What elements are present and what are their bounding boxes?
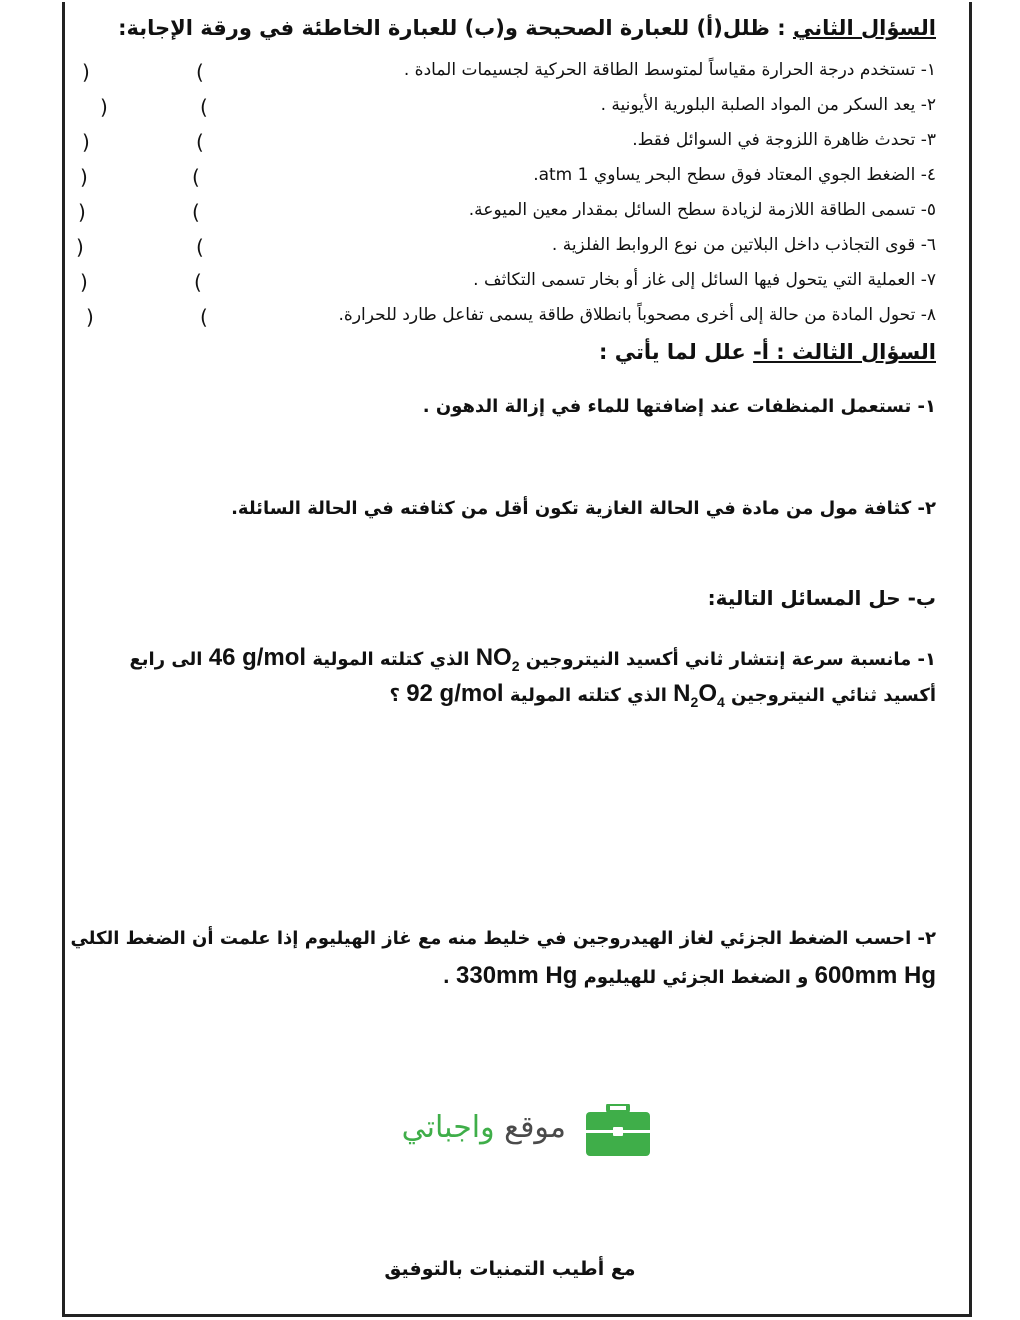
logo-word-1: موقع [504,1110,566,1145]
q3-title: السؤال الثالث : أ- [753,340,936,364]
formula-n2o4-sub-2: 2 [690,693,699,710]
problem-1-text-c: الى رابع [129,649,209,670]
q3-heading [80,340,936,364]
logo-word-2: واجباتي [401,1110,495,1145]
answer-paren-close: ) [76,235,84,259]
answer-paren-open: ( [200,95,208,119]
answer-paren-open: ( [196,235,204,259]
problem-1-text-e: الذي كتلته المولية [503,685,674,706]
formula-no2 [475,644,520,674]
formula-n2o4 [673,680,725,710]
problem-2-line-1: ٢- احسب الضغط الجزئي لغاز الهيدروجين في خليط منه مع غاز الهيليوم إذا علمت أن الضغط الكلي [70,928,936,949]
q2-item-3: ٣- تحدث ظاهرة اللزوجة في السوائل فقط. [632,130,936,150]
q2-heading [80,16,936,40]
helium-pressure: 330mm Hg [456,962,578,989]
molar-mass-2: 92 g/mol [406,680,504,707]
problem-1-text-f: ؟ [389,685,407,706]
q2-item-8: ٨- تحول المادة من حالة إلى أخرى مصحوباً بانطلاق طاقة يسمى تفاعل طارد للحرارة. [338,305,936,325]
site-logo [378,1100,650,1162]
answer-paren-close: ) [80,165,88,189]
answer-paren-close: ) [80,270,88,294]
briefcase-icon [586,1104,650,1156]
answer-paren-open: ( [192,165,200,189]
q3-reason-1: ١- تستعمل المنظفات عند إضافتها للماء في إزالة الدهون . [422,396,936,417]
problem-1-line-2 [80,680,936,710]
q2-item-2: ٢- يعد السكر من المواد الصلبة البلورية الأيونية . [600,95,936,115]
q3-reason-2: ٢- كثافة مول من مادة في الحالة الغازية تكون أقل من كثافته في الحالة السائلة. [231,498,936,519]
closing-wishes: مع أطيب التمنيات بالتوفيق [384,1258,636,1280]
problem-1-text-a: ١- مانسبة سرعة إنتشار ثاني أكسيد النيتروجين [525,649,936,670]
answer-paren-close: ) [86,305,94,329]
problem-1-text-d: أكسيد ثنائي النيتروجين [724,685,936,706]
formula-no2-base: NO [475,644,512,671]
answer-paren-close: ) [78,200,86,224]
q3-instruction: علل لما يأتي : [598,340,754,364]
answer-paren-open: ( [200,305,208,329]
q2-item-6: ٦- قوى التجاذب داخل البلاتين من نوع الروابط الفلزية . [551,235,936,255]
problem-2-text-end: . [442,967,457,988]
formula-n2o4-sub-4: 4 [716,693,725,710]
problem-1-line-1 [80,644,936,674]
q2-item-7: ٧- العملية التي يتحول فيها السائل إلى غاز أو بخار تسمى التكاثف . [473,270,936,290]
formula-n2o4-n: N [673,680,691,707]
q2-instruction: : ظلل(أ) للعبارة الصحيحة و(ب) للعبارة الخاطئة في ورقة الإجابة: [118,16,793,40]
problem-1-text-b: الذي كتلته المولية [306,649,476,670]
answer-paren-open: ( [192,200,200,224]
formula-no2-sub: 2 [511,657,520,674]
q2-item-1: ١- تستخدم درجة الحرارة مقياساً لمتوسط الطاقة الحركية لجسيمات المادة . [403,60,936,80]
answer-paren-open: ( [196,130,204,154]
formula-n2o4-o: O [698,680,717,707]
problem-2-line-2 [80,962,936,990]
answer-paren-close: ) [82,130,90,154]
q2-title: السؤال الثاني [792,16,936,40]
molar-mass-1: 46 g/mol [208,644,307,671]
problem-2-text-mid: و الضغط الجزئي للهيليوم [577,967,815,988]
logo-wordmark [402,1110,566,1145]
answer-paren-close: ) [82,60,90,84]
answer-paren-open: ( [194,270,202,294]
answer-paren-close: ) [100,95,108,119]
answer-paren-open: ( [196,60,204,84]
total-pressure: 600mm Hg [814,962,936,989]
q2-item-5: ٥- تسمى الطاقة اللازمة لزيادة سطح السائل بمقدار معين الميوعة. [468,200,936,220]
q3-part-b-heading: ب- حل المسائل التالية: [707,586,936,610]
q2-item-4: ٤- الضغط الجوي المعتاد فوق سطح البحر يساوي 1 atm. [533,165,936,185]
